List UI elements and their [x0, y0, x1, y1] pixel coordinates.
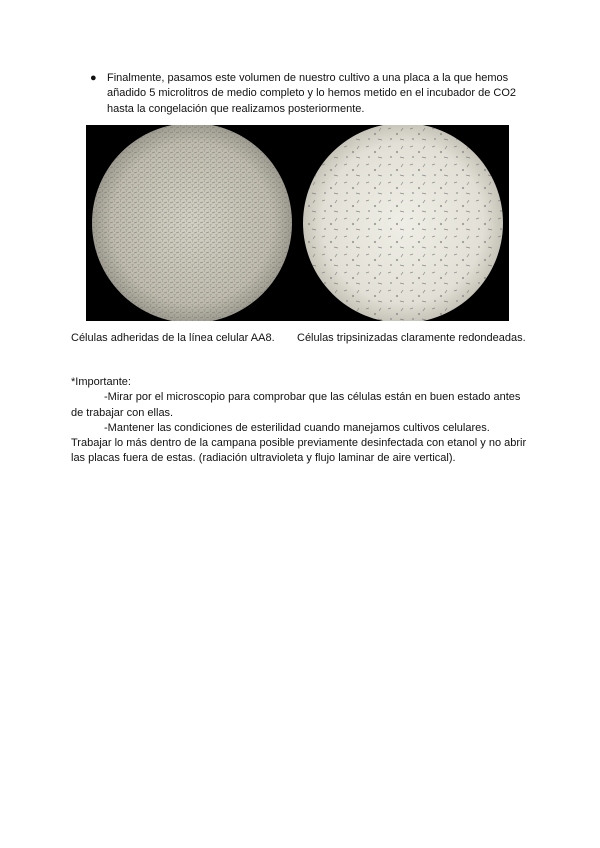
notes-heading: *Importante: — [71, 376, 131, 388]
note-paragraph-hood: Trabajar lo más dentro de la campana posible previamente desinfectada con etanol y no abrir las placas fuera de estas. (radiación ultravioleta y flujo laminar de aire vertical). — [71, 437, 527, 465]
note-item-sterility: -Mantener las condiciones de esterilidad cuando manejamos cultivos celulares. — [104, 421, 490, 434]
caption-adherent-cells: Células adheridas de la línea celular AA8. — [71, 332, 275, 344]
important-notes — [71, 375, 531, 467]
bullet-text: Finalmente, pasamos este volumen de nuestro cultivo a una placa a la que hemos añadido 5 microlitros de medio completo y lo hemos metido en el incubador de CO2 hasta la congelación que realizamos posteriormente. — [107, 72, 517, 115]
micrograph-trypsinized-cells — [297, 125, 509, 321]
note-item-microscope: -Mirar por el microscopio para comprobar que las células están en buen estado antes de trabajar con ellas. — [71, 391, 521, 419]
caption-trypsinized-cells: Células tripsinizadas claramente redondeadas. — [297, 332, 526, 344]
micrograph-adherent-cells — [86, 125, 298, 321]
bullet-point-icon: ● — [90, 72, 97, 84]
